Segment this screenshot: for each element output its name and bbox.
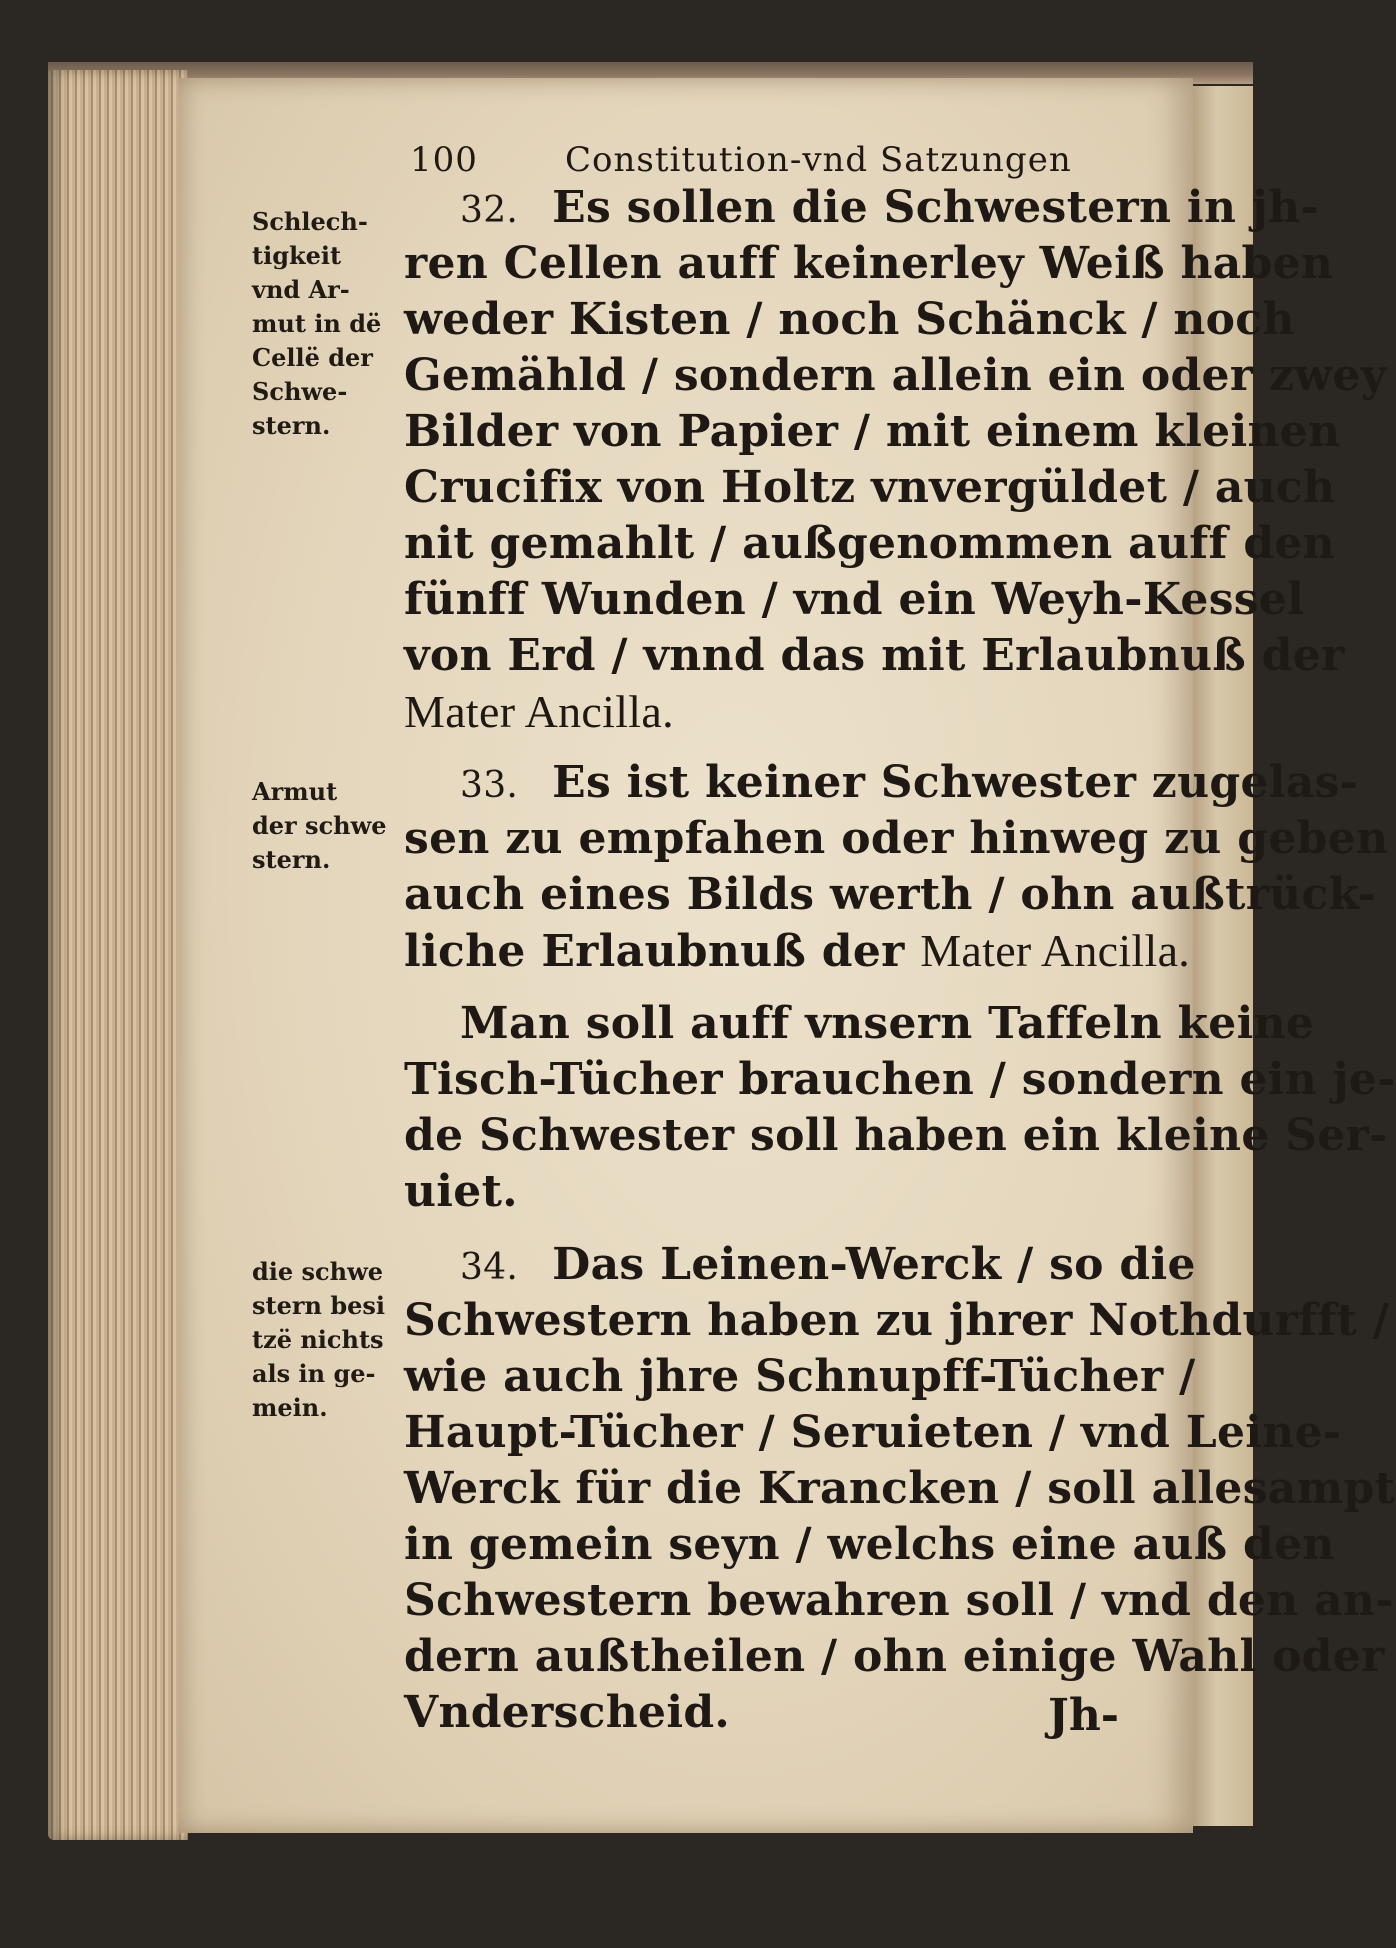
- line-text: Man soll auff vnsern Taffeln keine: [460, 998, 1315, 1049]
- margin-note-line: Schlech-: [252, 207, 368, 236]
- text-line: [404, 1685, 730, 1741]
- margin-note-line: Cellë der: [252, 343, 373, 372]
- text-line: [404, 1108, 1388, 1164]
- line-text: Haupt-Tücher / Seruieten / vnd Leine-: [404, 1407, 1342, 1458]
- text-line: [404, 1461, 1395, 1517]
- text-line: [404, 292, 1295, 348]
- margin-note-line: die schwe: [252, 1257, 384, 1286]
- line-text: liche Erlaubnuß der: [404, 926, 921, 977]
- line-text: in gemein seyn / welchs eine auß den: [404, 1519, 1335, 1570]
- text-line: [404, 1293, 1389, 1349]
- margin-note-line: tzë nichts: [252, 1325, 384, 1354]
- margin-note-line: der schwe: [252, 811, 387, 840]
- line-text: wie auch jhre Schnupff-Tücher /: [404, 1351, 1196, 1402]
- text-line: [460, 755, 1358, 814]
- text-line: [404, 811, 1388, 867]
- line-text: ren Cellen auff keinerley Weiß haben: [404, 238, 1334, 289]
- margin-note-line: mein.: [252, 1393, 328, 1422]
- margin-note-line: als in ge-: [252, 1359, 376, 1388]
- margin-note: [252, 1255, 385, 1425]
- text-line: [404, 923, 1190, 980]
- text-line: [404, 404, 1340, 460]
- line-text: sen zu empfahen oder hinweg zu geben: [404, 813, 1389, 864]
- line-text: uiet.: [404, 1166, 518, 1217]
- line-text: Schwestern bewahren soll / vnd den an-: [404, 1575, 1394, 1626]
- text-line: [404, 460, 1335, 516]
- text-line: [404, 628, 1345, 684]
- text-line: [404, 684, 674, 741]
- paragraph-number: 34.: [460, 1247, 519, 1288]
- margin-note-line: tigkeit: [252, 241, 342, 270]
- margin-note-line: Armut: [252, 777, 338, 806]
- line-text: Es sollen die Schwestern in jh-: [552, 182, 1319, 233]
- text-line: [404, 1164, 518, 1220]
- text-line: [404, 1629, 1385, 1685]
- line-text: Mater Ancilla.: [404, 686, 674, 737]
- text-line: [404, 1405, 1341, 1461]
- text-line: [460, 996, 1314, 1052]
- text-line: [404, 348, 1387, 404]
- line-text: Das Leinen-Werck / so die: [552, 1239, 1196, 1290]
- page-number: 100: [410, 140, 478, 180]
- margin-note-line: stern besi: [252, 1291, 385, 1320]
- line-text: nit gemahlt / außgenommen auff den: [404, 518, 1335, 569]
- catchword: Jh-: [1048, 1690, 1120, 1741]
- page-edges: [48, 70, 188, 1840]
- margin-note-line: mut in dë: [252, 309, 382, 338]
- text-line: [404, 572, 1304, 628]
- line-text: Es ist keiner Schwester zugelas-: [552, 757, 1359, 808]
- line-text: dern außtheilen / ohn einige Wahl oder: [404, 1631, 1385, 1682]
- paragraph-number: 33.: [460, 765, 519, 806]
- margin-note-line: vnd Ar-: [252, 275, 350, 304]
- latin-text: Mater Ancilla.: [920, 925, 1191, 976]
- line-text: Bilder von Papier / mit einem kleinen: [404, 406, 1341, 457]
- text-line: [460, 180, 1319, 239]
- line-text: auch eines Bilds werth / ohn außtrück-: [404, 869, 1377, 920]
- line-text: Gemähld / sondern allein ein oder zwey: [404, 350, 1387, 401]
- line-text: de Schwester soll haben ein kleine Ser-: [404, 1110, 1388, 1161]
- text-line: [404, 867, 1376, 923]
- margin-note: [252, 775, 387, 877]
- line-text: Werck für die Krancken / soll allesampt: [404, 1463, 1396, 1514]
- line-text: von Erd / vnnd das mit Erlaubnuß der: [404, 630, 1345, 681]
- line-text: Tisch-Tücher brauchen / sondern ein je-: [404, 1054, 1396, 1105]
- running-title: Constitution-vnd Satzungen: [565, 140, 1072, 180]
- text-line: [404, 1517, 1335, 1573]
- text-line: [404, 236, 1333, 292]
- line-text: weder Kisten / noch Schänck / noch: [404, 294, 1295, 345]
- line-text: Vnderscheid.: [404, 1687, 731, 1738]
- margin-note-line: stern.: [252, 845, 331, 874]
- margin-note-line: stern.: [252, 411, 331, 440]
- text-line: [404, 1052, 1396, 1108]
- paragraph-number: 32.: [460, 190, 519, 231]
- line-text: Crucifix von Holtz vnvergüldet / auch: [404, 462, 1336, 513]
- margin-note: [252, 205, 381, 443]
- margin-note-line: Schwe-: [252, 377, 348, 406]
- line-text: fünff Wunden / vnd ein Weyh-Kessel: [404, 574, 1305, 625]
- text-line: [404, 1349, 1195, 1405]
- text-line: [404, 516, 1335, 572]
- text-line: [460, 1237, 1196, 1296]
- text-line: [404, 1573, 1394, 1629]
- line-text: Schwestern haben zu jhrer Nothdurfft /: [404, 1295, 1390, 1346]
